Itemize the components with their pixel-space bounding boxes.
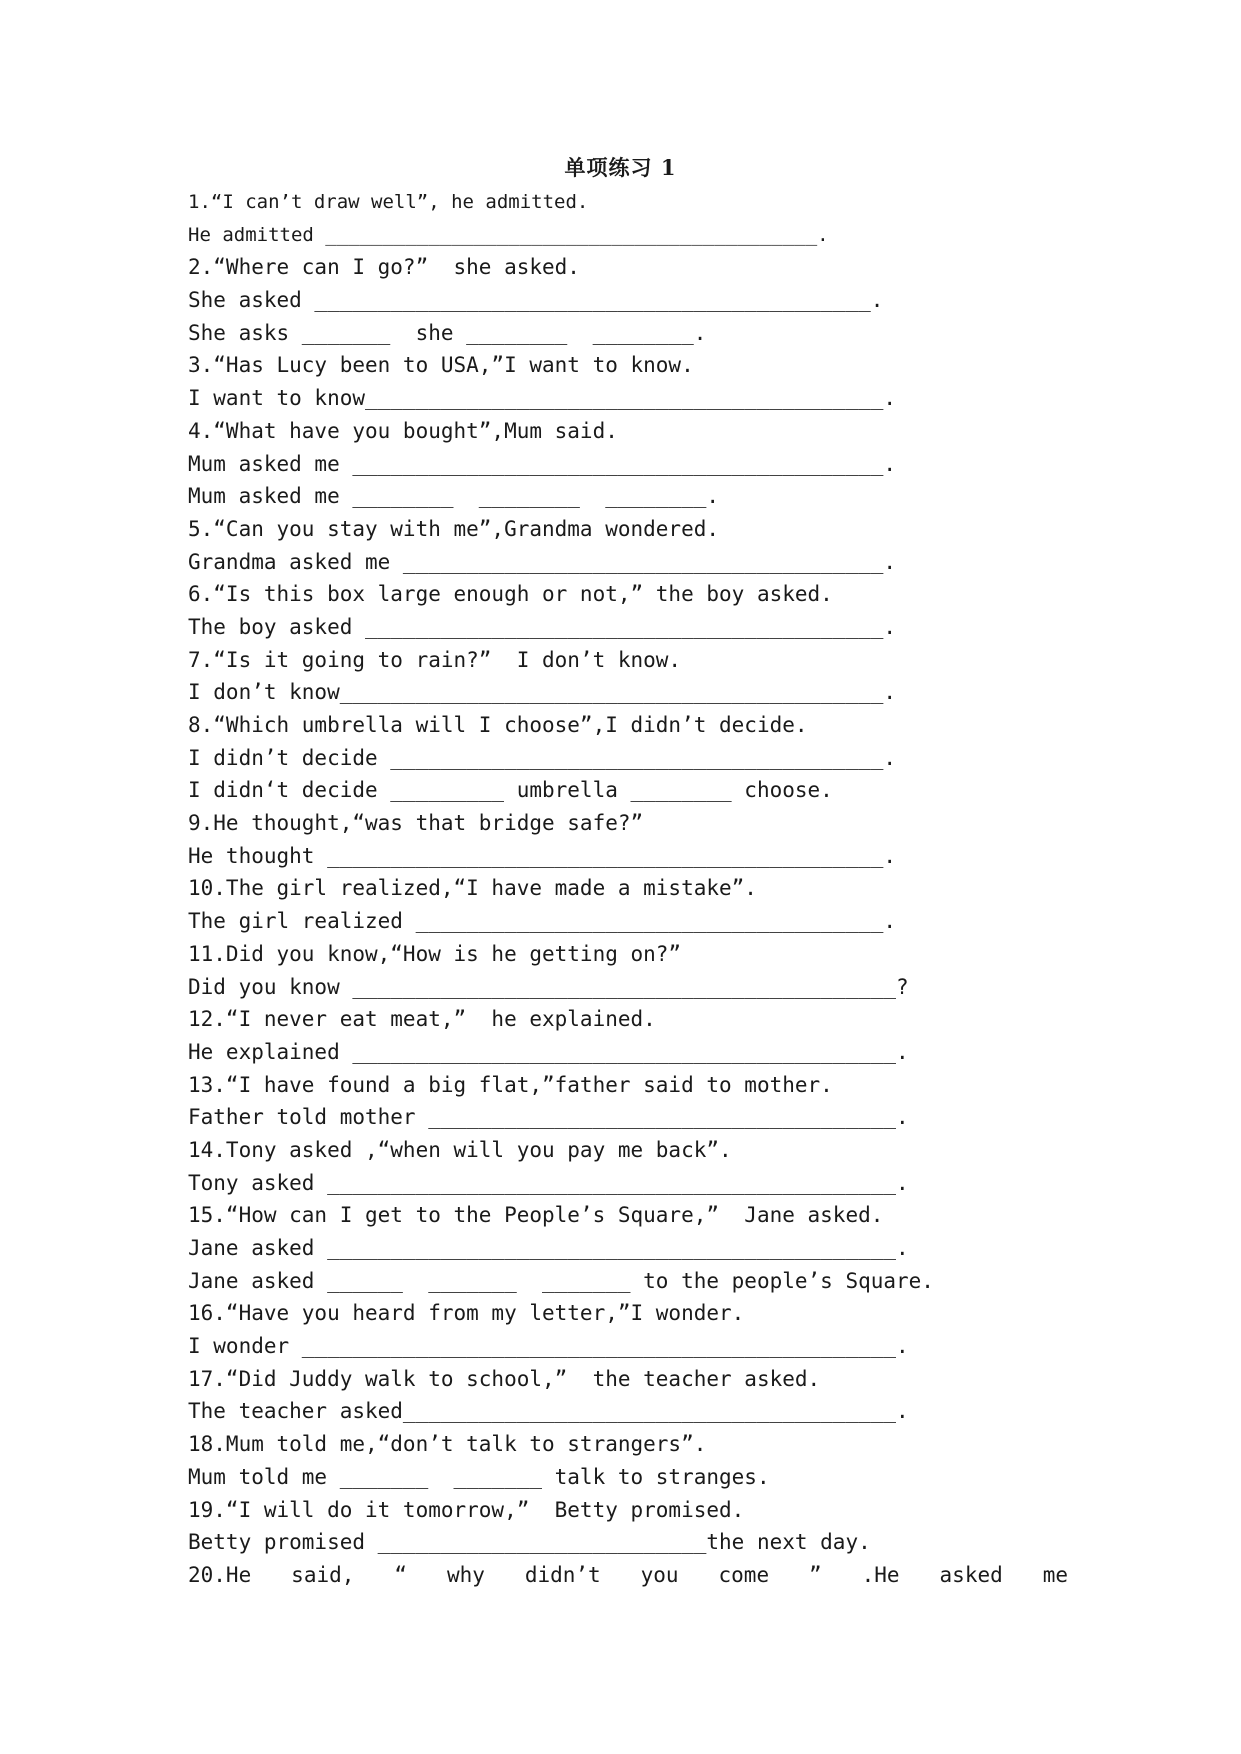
question-line: 18.Mum told me,“don’t talk to strangers”. — [188, 1432, 707, 1457]
answer-line: Father told mother _____________________________________. — [188, 1105, 909, 1130]
answer-line: Betty promised __________________________the next day. — [188, 1530, 871, 1555]
answer-line: He explained ___________________________________________. — [188, 1039, 909, 1064]
answer-line: He thought ____________________________________________. — [188, 843, 897, 868]
answer-line: She asks _______ she ________ ________. — [188, 320, 707, 345]
question-line: 7.“Is it going to rain?” I don’t know. — [188, 647, 682, 672]
answer-line: Mum told me _______ _______ talk to stranges. — [188, 1464, 770, 1489]
answer-line: I didn‘t decide _________ umbrella ________ choose. — [188, 778, 833, 803]
answer-line: The teacher asked_______________________________________. — [188, 1399, 909, 1424]
answer-line: Did you know ___________________________________________? — [188, 974, 909, 999]
question-line: 14.Tony asked ,“when will you pay me back”. — [188, 1137, 732, 1162]
question-line: 3.“Has Lucy been to USA,”I want to know. — [188, 353, 694, 378]
answer-line: I wonder _______________________________________________. — [188, 1334, 909, 1359]
answer-line: Mum asked me __________________________________________. — [188, 451, 897, 476]
answer-line: I didn’t decide _______________________________________. — [188, 745, 897, 770]
answer-line: Tony asked _____________________________________________. — [188, 1170, 909, 1195]
question-line: 1.“I can’t draw well”, he admitted. — [188, 191, 589, 213]
question-line: 11.Did you know,“How is he getting on?” — [188, 941, 682, 966]
answer-line: The girl realized _____________________________________. — [188, 909, 897, 934]
question-line: 5.“Can you stay with me”,Grandma wondered. — [188, 516, 720, 541]
question-line: 8.“Which umbrella will I choose”,I didn’t decide. — [188, 713, 808, 737]
question-line: 4.“What have you bought”,Mum said. — [188, 418, 618, 443]
answer-line: I don’t know___________________________________________. — [188, 680, 897, 705]
answer-line: She asked ____________________________________________. — [188, 288, 884, 313]
question-line: 20.He said, “ why didn’t you come ” .He asked me — [188, 1562, 1068, 1587]
answer-line: Mum asked me ________ ________ ________. — [188, 484, 720, 509]
answer-line: The boy asked _________________________________________. — [188, 614, 897, 639]
question-line: 15.“How can I get to the People’s Square,” Jane asked. — [188, 1203, 884, 1228]
answer-line: He admitted ___________________________________________. — [188, 223, 829, 246]
question-line: 9.He thought,“was that bridge safe?” — [188, 811, 644, 836]
question-line: 12.“I never eat meat,” he explained. — [188, 1007, 656, 1032]
question-line: 17.“Did Juddy walk to school,” the teacher asked. — [188, 1366, 821, 1391]
question-line: 13.“I have found a big flat,”father said to mother. — [188, 1072, 833, 1097]
answer-line: I want to know_________________________________________. — [188, 386, 897, 411]
question-line: 6.“Is this box large enough or not,” the boy asked. — [188, 582, 833, 607]
answer-line: Grandma asked me ______________________________________. — [188, 549, 897, 574]
question-line: 10.The girl realized,“I have made a mistake”. — [188, 876, 757, 901]
exercise-list — [188, 186, 1068, 1592]
question-line: 16.“Have you heard from my letter,”I wonder. — [188, 1301, 745, 1326]
answer-line: Jane asked _____________________________________________. — [188, 1236, 909, 1260]
question-line: 2.“Where can I go?” she asked. — [188, 255, 580, 280]
page-title: 单项练习 1 — [564, 155, 677, 180]
question-line: 19.“I will do it tomorrow,” Betty promised. — [188, 1497, 745, 1522]
answer-line: Jane asked ______ _______ _______ to the people’s Square. — [188, 1268, 934, 1293]
